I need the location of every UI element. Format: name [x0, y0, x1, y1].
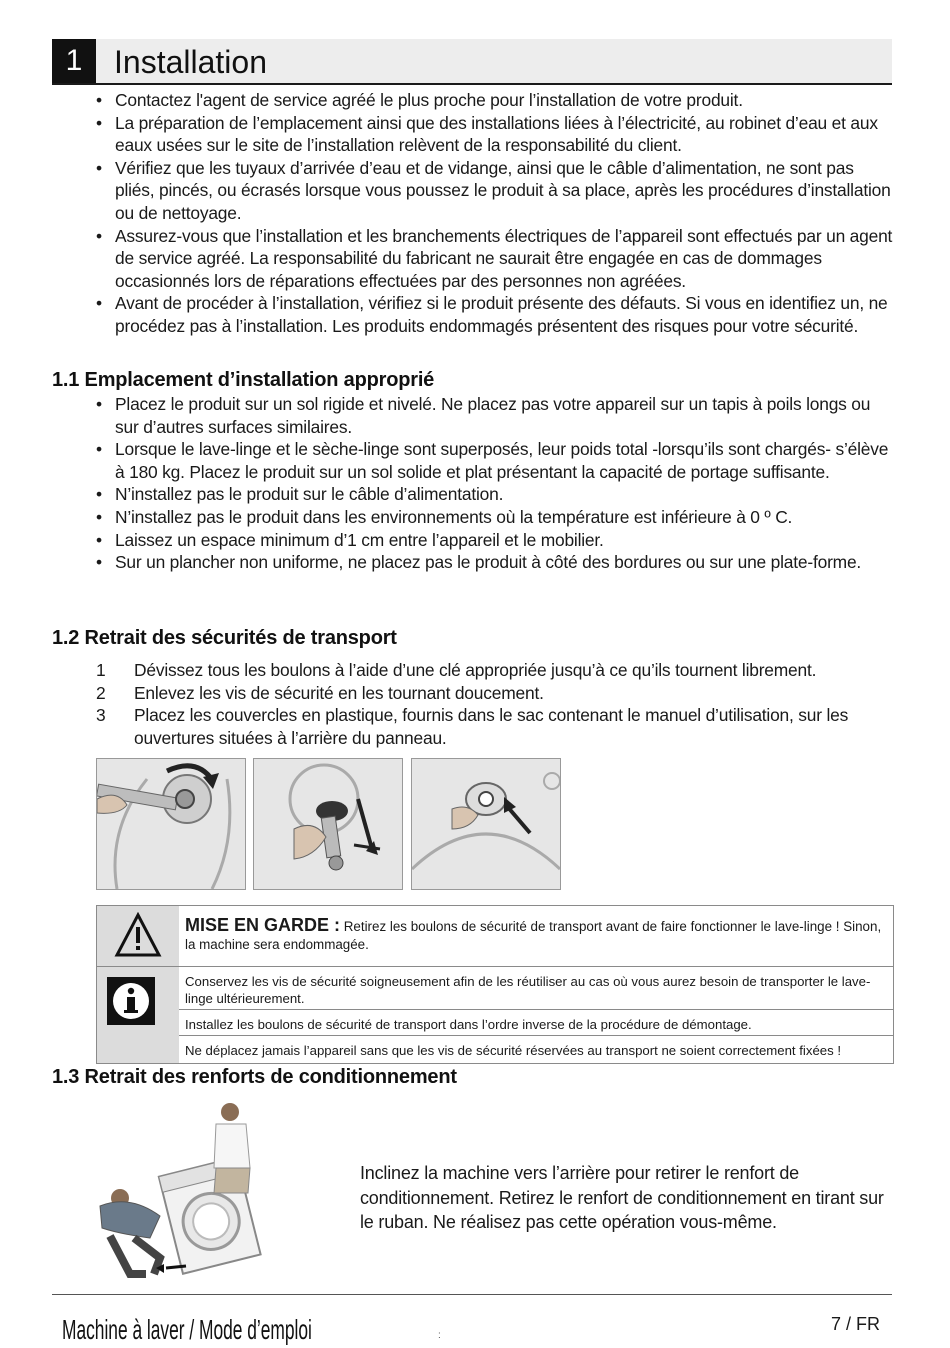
warning-row: [179, 906, 893, 967]
chapter-number: 1: [52, 39, 96, 83]
list-item: • Contactez l'agent de service agréé le plus proche pour l’installation de votre produit.: [96, 89, 895, 112]
warning-label: MISE EN GARDE :: [185, 915, 341, 935]
list-item: • Sur un plancher non uniforme, ne placez pas le produit à côté des bordures ou sur une plate-forme.: [96, 551, 895, 574]
illustration-wrench-bolt: [96, 758, 246, 890]
section-heading-1-2: 1.2 Retrait des sécurités de transport: [52, 627, 397, 649]
warning-triangle-icon: [114, 912, 162, 958]
list-item: • Placez le produit sur un sol rigide et nivelé. Ne placez pas votre appareil sur un tapis à poils longs ou sur d’autres surfaces similaires.: [96, 393, 895, 438]
step-item: [96, 704, 894, 749]
section-heading-1-3: 1.3 Retrait des renforts de conditionnement: [52, 1066, 457, 1088]
step-text: Dévissez tous les boulons à l’aide d’une clé appropriée jusqu’à ce qu’ils tournent librement.: [134, 660, 817, 680]
location-bullet-list: [96, 393, 895, 574]
info-row: Ne déplacez jamais l’appareil sans que les vis de sécurité réservées au transport ne soient correctement fixées !: [185, 1043, 842, 1058]
step-number: 1: [96, 660, 106, 680]
section-heading-1-1: 1.1 Emplacement d’installation approprié: [52, 369, 435, 391]
illustration-plastic-covers: [411, 758, 561, 890]
warning-cell: [97, 906, 179, 967]
intro-bullet-list: [96, 89, 895, 338]
step-number: 2: [96, 682, 106, 703]
footer-divider: [52, 1294, 892, 1295]
list-item: • La préparation de l’emplacement ainsi que des installations liées à l’électricité, au robinet d’eau et aux eaux usées sur le site de l’installation relèvent de la responsabilité du client.: [96, 112, 895, 157]
list-item: • Lorsque le lave-linge et le sèche-linge sont superposés, leur poids total -lorsqu’ils sont chargés- s’élève à 180 kg. Placez le produit sur un sol solide et plat présentant la capacité de portage suffisante.: [96, 438, 895, 483]
transport-steps-list: [96, 659, 894, 749]
chapter-title: Installation: [114, 44, 267, 80]
warning-text: [185, 916, 885, 954]
info-row: Installez les boulons de sécurité de transport dans l’ordre inverse de la procédure de démontage.: [179, 1010, 893, 1036]
footer-marker: :: [438, 1330, 441, 1341]
list-item: • N’installez pas le produit dans les environnements où la température est inférieure à 0 º C.: [96, 506, 895, 529]
step-text: Placez les couvercles en plastique, fournis dans le sac contenant le manuel d’utilisation, sur les ouvertures situées à l’arrière du panneau.: [134, 705, 849, 748]
list-item: • Vérifiez que les tuyaux d’arrivée d’eau et de vidange, ainsi que le câble d’alimentation, ne sont pas pliés, pincés, ou écrasés lorsque vous poussez le produit à sa place, après les procédures d’installation ou de nettoyage.: [96, 157, 895, 225]
info-icon: [107, 977, 155, 1025]
list-item: • Assurez-vous que l’installation et les branchements électriques de l’appareil sont effectués par un agent de service agréé. La responsabilité du fabricant ne saurait être engagée en cas de dommages occasionnés lors de réparations effectuées par des personnes non agréées.: [96, 225, 895, 293]
list-item: • Laissez un espace minimum d’1 cm entre l’appareil et le mobilier.: [96, 529, 895, 552]
chapter-header: [52, 39, 892, 85]
step-item: [96, 659, 894, 682]
packaging-removal-text: Inclinez la machine vers l’arrière pour retirer le renfort de conditionnement. Retirez le renfort de conditionnement en tirant sur le ruban. Ne réalisez pas cette opération vous-même.: [360, 1163, 884, 1233]
illustration-remove-screws: [253, 758, 403, 890]
list-item: • N’installez pas le produit sur le câble d’alimentation.: [96, 483, 895, 506]
step-item: [96, 682, 894, 705]
info-row: Conservez les vis de sécurité soigneusement afin de les réutiliser au cas où vous aurez besoin de transporter le lave-linge ultérieurement.: [179, 967, 893, 1010]
footer-manual-title: Machine à laver / Mode d’emploi: [62, 1314, 312, 1345]
warning-message: Retirez les boulons de sécurité de transport avant de faire fonctionner le lave-linge ! Sinon, la machine sera endommagée.: [185, 919, 882, 952]
step-text: Enlevez les vis de sécurité en les tournant doucement.: [134, 682, 544, 703]
list-item: • Avant de procéder à l’installation, vérifiez si le produit présente des défauts. Si vous en identifiez un, ne procédez pas à l’installation. Les produits endommagés présentent des risques pour votre sécurité.: [96, 292, 895, 337]
illustration-tilt-machine: [90, 1098, 270, 1288]
info-cell: [97, 967, 179, 1063]
page-number: 7 / FR: [830, 1314, 880, 1334]
step-number: 3: [96, 705, 106, 726]
notice-box: [96, 905, 894, 1064]
